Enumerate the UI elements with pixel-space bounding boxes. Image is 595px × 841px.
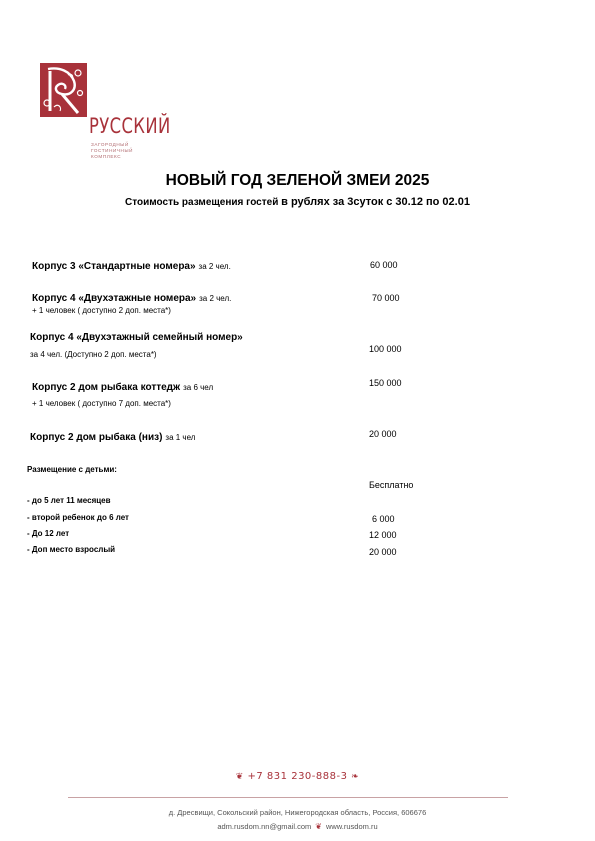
footer-phone-number: +7 831 230-888-3 xyxy=(247,771,348,782)
children-label: - До 12 лет xyxy=(27,529,70,538)
ornament-icon: ❦ xyxy=(235,772,244,782)
ornament-icon: ❧ xyxy=(351,772,360,782)
children-label: - Доп место взрослый xyxy=(27,545,116,554)
room-item-price: 100 000 xyxy=(369,344,402,354)
brand-name: РУССКИЙ xyxy=(89,114,171,138)
room-item-name xyxy=(30,432,195,443)
children-label: - второй ребенок до 6 лет xyxy=(27,513,129,522)
subtitle-part1: Стоимость размещения гостей xyxy=(125,197,282,208)
room-item-price: 20 000 xyxy=(369,429,397,439)
page-subtitle xyxy=(0,196,595,208)
footer-email[interactable]: adm.rusdom.nn@gmail.com xyxy=(217,822,312,831)
subtitle-part2: в рублях за 3суток с 30.12 по 02.01 xyxy=(281,196,470,208)
page-title: НОВЫЙ ГОД ЗЕЛЕНОЙ ЗМЕИ 2025 xyxy=(165,172,430,189)
children-price: Бесплатно xyxy=(369,480,414,490)
room-item-title: Корпус 3 «Стандартные номера» xyxy=(32,261,196,272)
room-item-title: Корпус 2 дом рыбака коттедж xyxy=(32,382,181,393)
room-item-price: 70 000 xyxy=(372,293,400,303)
footer-website[interactable]: www.rusdom.ru xyxy=(325,822,378,831)
children-label: - до 5 лет 11 месяцев xyxy=(27,496,111,505)
footer-address: д. Дресвищи, Сокольский район, Нижегородская область, Россия, 606676 xyxy=(168,808,427,817)
room-item-name xyxy=(32,293,231,304)
room-item-title: Корпус 2 дом рыбака (низ) xyxy=(30,432,163,443)
footer-phone xyxy=(0,771,595,782)
room-item-title: Корпус 4 «Двухэтажные номера» xyxy=(32,293,197,304)
children-price: 12 000 xyxy=(369,530,397,540)
children-price: 6 000 xyxy=(372,514,395,524)
room-item-note: за 2 чел. xyxy=(199,294,232,303)
logo-emblem xyxy=(40,63,87,117)
room-item-note: за 6 чел xyxy=(183,383,214,392)
footer-divider xyxy=(68,797,508,798)
ornament-icon: ❦ xyxy=(315,822,322,831)
room-item-price: 60 000 xyxy=(370,260,398,270)
room-item-sub: + 1 человек ( доступно 2 доп. места*) xyxy=(32,306,171,315)
room-item-name xyxy=(30,332,243,343)
room-item-sub: за 4 чел. (Доступно 2 доп. места*) xyxy=(30,350,157,359)
children-price: 20 000 xyxy=(369,547,397,557)
brand-subtitle: ЗАГОРОДНЫЙ ГОСТИНИЧНЫЙ КОМПЛЕКС xyxy=(91,142,134,159)
children-heading: Размещение с детьми: xyxy=(27,465,117,474)
room-item-name xyxy=(32,382,213,393)
footer-contacts xyxy=(0,822,595,831)
room-item-price: 150 000 xyxy=(369,378,402,388)
room-item-name xyxy=(32,261,231,272)
room-item-note: за 2 чел. xyxy=(198,262,231,271)
room-item-title: Корпус 4 «Двухэтажный семейный номер» xyxy=(30,332,243,343)
room-item-note: за 1 чел xyxy=(165,433,196,442)
room-item-sub: + 1 человек ( доступно 7 доп. места*) xyxy=(32,399,171,408)
